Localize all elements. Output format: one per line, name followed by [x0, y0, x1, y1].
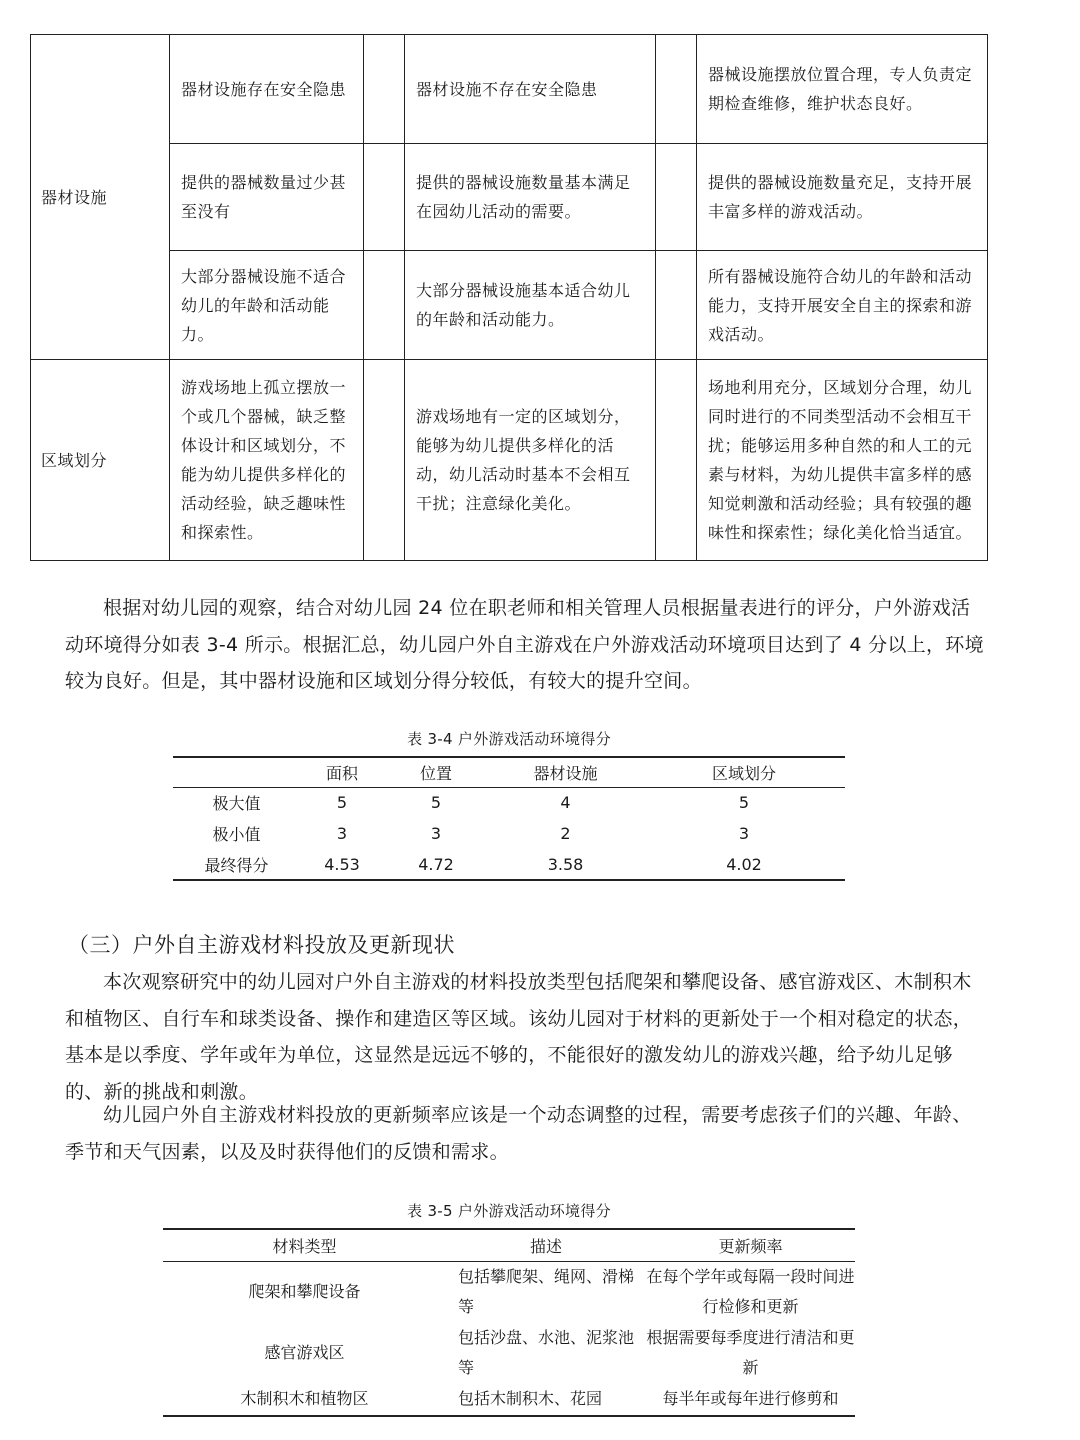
material-type: 感官游戏区 [264, 1342, 345, 1362]
rubric-mid-cell: 游戏场地有一定的区域划分，能够为幼儿提供多样化的活动，幼儿活动时基本不会相互干扰；注意绿化美化。 [405, 360, 656, 561]
table-caption: 表 3-4 户外游戏活动环境得分 [407, 730, 611, 748]
materials-table [163, 1228, 855, 1417]
material-type: 木制积木和植物区 [240, 1388, 369, 1408]
table-cell: 3.58 [547, 854, 584, 874]
rubric-blank-cell [656, 360, 697, 561]
table-header-row [163, 1229, 855, 1261]
table-cell: 4 [560, 793, 571, 813]
rubric-blank-cell [656, 251, 697, 360]
rubric-high-cell: 提供的器械设施数量充足，支持开展丰富多样的游戏活动。 [697, 144, 988, 251]
table-cell: 4.53 [324, 854, 360, 874]
rubric-row [31, 251, 988, 360]
material-type: 爬架和攀爬设备 [248, 1281, 361, 1301]
table-row [163, 1261, 855, 1323]
table-row [163, 1323, 855, 1384]
table-header-cell: 面积 [325, 763, 358, 783]
rubric-high-cell: 器械设施摆放位置合理，专人负责定期检查维修，维护状态良好。 [697, 35, 988, 144]
row-label: 极大值 [212, 794, 261, 814]
material-desc: 包括木制积木、花园 [458, 1388, 603, 1408]
rubric-low-cell: 提供的器械数量过少甚至没有 [170, 144, 364, 251]
rubric-blank-cell [364, 144, 405, 251]
table-header-cell [173, 757, 300, 787]
paragraph-text: 根据对幼儿园的观察，结合对幼儿园 24 位在职老师和相关管理人员根据量表进行的评分，户外游戏活动环境得分如表 3-4 所示。根据汇总，幼儿园户外自主游戏在户外游戏活动环境项目达到了 4 分以上，环境较为良好。但是，其中器材设施和区域划分得分较低，有较大的提升空间。 [65, 597, 984, 692]
material-desc: 包括沙盘、水池、泥浆池等 [458, 1327, 635, 1377]
table-cell: 3 [738, 824, 750, 843]
rubric-row [31, 35, 988, 144]
rubric-blank-cell [656, 35, 697, 144]
table-cell: 5 [738, 793, 750, 813]
table-header-cell: 描述 [529, 1236, 562, 1256]
rubric-blank-cell [364, 360, 405, 561]
rubric-mid-cell: 大部分器械设施基本适合幼儿的年龄和活动能力。 [405, 251, 656, 360]
table-caption: 表 3-5 户外游戏活动环境得分 [407, 1202, 611, 1220]
table-header-cell: 区域划分 [711, 763, 776, 783]
table-cell: 5 [430, 793, 442, 813]
material-freq: 在每个学年或每隔一段时间进行检修和更新 [646, 1266, 855, 1316]
rubric-high-cell: 所有器械设施符合幼儿的年龄和活动能力，支持开展安全自主的探索和游戏活动。 [697, 251, 988, 360]
rubric-low-cell: 大部分器械设施不适合幼儿的年龄和活动能力。 [170, 251, 364, 360]
table-header-cell: 位置 [419, 763, 452, 783]
material-desc: 包括攀爬架、绳网、滑梯等 [458, 1266, 635, 1316]
rubric-row [31, 360, 988, 561]
rubric-low-cell: 器材设施存在安全隐患 [170, 35, 364, 144]
table-header-row [173, 757, 845, 787]
table-cell: 3 [336, 824, 348, 843]
rubric-blank-cell [364, 251, 405, 360]
table-cell: 5 [336, 793, 348, 813]
table-row [173, 849, 845, 880]
rubric-table [30, 34, 988, 561]
rubric-mid-cell: 器材设施不存在安全隐患 [405, 35, 656, 144]
rubric-category: 区域划分 [31, 360, 170, 561]
table-header-cell: 更新频率 [718, 1236, 783, 1256]
table-cell: 2 [560, 824, 571, 843]
rubric-blank-cell [364, 35, 405, 144]
row-label: 极小值 [212, 825, 261, 844]
rubric-mid-cell: 提供的器械设施数量基本满足在园幼儿活动的需要。 [405, 144, 656, 251]
rubric-category: 器材设施 [31, 35, 170, 360]
table-row [163, 1384, 855, 1416]
body-paragraph [65, 964, 985, 1110]
table-row [173, 818, 845, 849]
table-row [173, 787, 845, 818]
section-heading: （三）户外自主游戏材料投放及更新现状 [68, 933, 455, 957]
table-cell: 4.02 [726, 854, 762, 874]
material-freq: 根据需要每季度进行清洁和更新 [646, 1327, 855, 1377]
body-paragraph [65, 590, 985, 700]
score-table [173, 756, 845, 881]
rubric-blank-cell [656, 144, 697, 251]
material-freq: 每半年或每年进行修剪和 [662, 1388, 839, 1408]
table-header-cell: 器材设施 [533, 763, 598, 783]
paragraph-text: 幼儿园户外自主游戏材料投放的更新频率应该是一个动态调整的过程，需要考虑孩子们的兴趣、年龄、季节和天气因素，以及及时获得他们的反馈和需求。 [65, 1104, 972, 1163]
rubric-high-cell: 场地利用充分，区域划分合理，幼儿同时进行的不同类型活动不会相互干扰；能够运用多种自然的和人工的元素与材料，为幼儿提供丰富多样的感知觉刺激和活动经验；具有较强的趣味性和探索性；绿化美化恰当适宜。 [697, 360, 988, 561]
table-cell: 3 [430, 824, 442, 843]
rubric-row [31, 144, 988, 251]
row-label: 最终得分 [204, 855, 269, 875]
body-paragraph [65, 1097, 985, 1170]
table-cell: 4.72 [418, 854, 454, 874]
rubric-low-cell: 游戏场地上孤立摆放一个或几个器械，缺乏整体设计和区域划分，不能为幼儿提供多样化的活动经验，缺乏趣味性和探索性。 [170, 360, 364, 561]
paragraph-text: 本次观察研究中的幼儿园对户外自主游戏的材料投放类型包括爬架和攀爬设备、感官游戏区、木制积木和植物区、自行车和球类设备、操作和建造区等区域。该幼儿园对于材料的更新处于一个相对稳定的状态，基本是以季度、学年或年为单位，这显然是远远不够的，不能很好的激发幼儿的游戏兴趣，给予幼儿足够的、新的挑战和刺激。 [65, 971, 973, 1103]
table-header-cell: 材料类型 [272, 1236, 337, 1256]
